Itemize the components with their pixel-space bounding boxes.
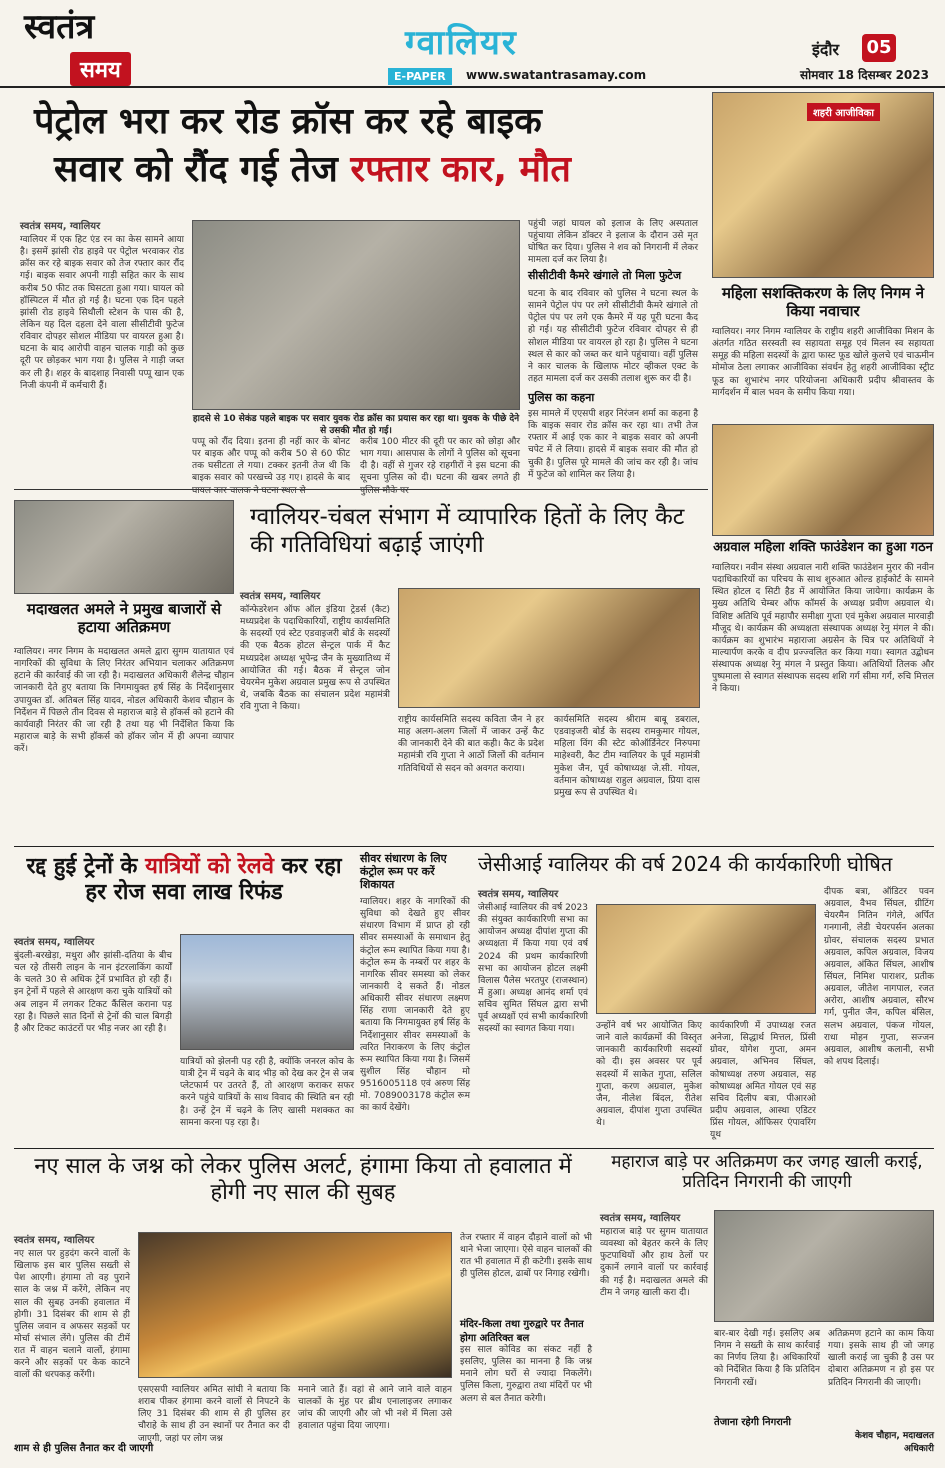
story6-headline: रद्द हुई ट्रेनों के यात्रियों को रेलवे कर रहा हर रोज सवा लाख रिफंड: [26, 854, 342, 906]
logo-top: स्वतंत्र: [24, 7, 95, 47]
story-maharaj-bada: [600, 1152, 934, 1458]
story9-headline: नए साल के जश्न को लेकर पुलिस अलर्ट, हंगामा किया तो हवालात में होगी नए साल की सुबह: [34, 1154, 572, 1206]
story-women-empowerment: [712, 92, 934, 422]
story10-text1: महाराज बाड़े पर सुगम यातायात व्यवस्था को बेहतर करने के लिए फुटपाथियों और हाथ ठेलों पर दुकानें लगाने वालों पर कार्रवाई की गई है। मदाखलत अमले की टीम ने जगह खाली करा दी।: [600, 1227, 708, 1298]
foundation-photo: [712, 424, 934, 536]
website-link[interactable]: www.swatantrasamay.com: [466, 68, 647, 82]
story8-byline: स्वतंत्र समय, ग्वालियर: [478, 889, 559, 900]
aerial-photo: [714, 1210, 934, 1322]
story8-headline: जेसीआई ग्वालियर की वर्ष 2024 की कार्यकारिणी घोषित: [478, 852, 893, 876]
story5-text: ग्वालियर। नवीन संस्था अग्रवाल नारी शक्ति फाउंडेशन मुरार की नवीन पदाधिकारियों का परिचय के साथ शुरुआत ओल्ड हाईकोर्ट के सामने स्थित होटल द सिटी हैड में आयोजित किया जायेगा। कार्यक्रम के मुख्य अतिथि चेम्बर ऑफ कॉमर्स के अध्यक्ष प्रवीण अग्रवाल थे। विशिष्ट अतिथि पूर्व महापौर समीक्षा गुप्ता एवं मुकेश अग्रवाल मारवाड़ी मौजूद थे। कार्यक्रम की अध्यक्षता संस्थापक अध्यक्ष रेनु मंगल ने की। कार्यक्रम का शुभारंभ महाराजा अग्रसेन के चित्र पर अतिथियों ने माल्यार्पण करके व दीप प्रज्ज्वलित कर किया गया। स्वागत उद्बोधन संस्थापक अध्यक्ष रेनु मंगल ने प्रस्तुत किया। अतिथियों तिलक और पुष्पमाला से स्वागत संस्थापक सदस्य शशि गर्ग सीमा गर्ग, रुचि मित्तल ने किया।: [712, 563, 934, 695]
story8-text4: दीपक बत्रा, ऑडिटर पवन अग्रवाल, वैभव सिंघल, ग्रीटिंग चेयरमैन नितिन गंगेले, अर्पित गनगानी, लेडी चेयरपर्सन अलका ग्रोवर, संचालक सदस्य प्रभात अग्रवाल, कपिल अग्रवाल, विजय अग्रवाल, अंकित सिंघल, आशीष सिंघल, निमिश पाराशर, प्रतीक अग्रवाल, जीतेश नागपाल, रजत अरोरा, आशीष अग्रवाल, सौरभ गर्ग, पुनीत जैन, कपिल बंसिल, सलभ अग्रवाल, पंकज गोयल, राधा मोहन गुप्ता, सज्जन अग्रवाल, आशीष कलानी, सभी को शपथ दिलाई।: [824, 887, 934, 1067]
story6-text2: यात्रियों को झेलनी पड़ रही है, क्योंकि जनरल कोच के यात्री ट्रेन में चढ़ने के बाद भीड़ को देख कर ट्रेन से जब प्लेटफार्म पर उतरते हैं, तो आरक्षण कराकर सफर करने पहुंचे यात्रियों के साथ विवाद की स्थिति बन रही है। उन्हें ट्रेन में चढ़ने के लिए खासी मशक्कत का सामना करना पड़ रहा है।: [180, 1057, 354, 1128]
story1-text6: इस मामले में एएसपी शहर निरंजन शर्मा का कहना है कि बाइक सवार रोड क्रॉस कर रहा था। तभी तेज रफ्तार में आई एक कार ने बाइक सवार को अपनी चपेट में ले लिया। हादसे में बाइक सवार की मौत हो चुकी है। पुलिस पूरे मामले की जांच कर रही है। जांच में फुटेज को शामिल कर लिया है।: [528, 409, 698, 480]
story-railway-refund: [14, 852, 354, 1144]
story5-headline: अग्रवाल महिला शक्ति फाउंडेशन का हुआ गठन: [713, 540, 933, 555]
story-hit-and-run: [14, 92, 708, 496]
cait-meeting-photo: [398, 588, 700, 708]
story-new-year-police: [14, 1152, 592, 1458]
story1-text1: ग्वालियर में एक हिट एंड रन का केस सामने आया है। इसमें झांसी रोड हाइवे पर पेट्रोल भरवाकर रोड क्रॉस कर रहे बाइक सवार को तेज रफ्तार कार रौंद गई। बाइक सवार अपनी गाड़ी सहित कार के साथ करीब 50 फीट तक घिसटता हुआ गया। घायल को हॉस्पिटल में मौत हो गई है। घटना एक दिन पहले झांसी रोड हाइवे सिथौली स्टेशन के पास की है, लेकिन यह दिल दहला देने वाला सीसीटीवी फुटेज रविवार दोपहर सोशल मीडिया पर वायरल हुआ है। घटना के बाद आरोपी वाहन चालक गाड़ी को कुछ दूरी पर छोड़कर भाग गया है। पुलिस ने गाड़ी जब्त कर ली है। शहर के बादशाह निवासी पप्पू खान एक निजी कंपनी में कर्मचारी हैं।: [20, 235, 184, 391]
story1-subhead-police: पुलिस का कहना: [528, 391, 595, 404]
story9-text5: इस साल कोविड का संकट नहीं है इसलिए, पुलिस का मानना है कि जश्न मनाने लोग घरों से ज्यादा निकलेंगे। पुलिस किला, गुरुद्वारा तथा मंदिरों पर भी अलग से बल तैनात करेगी।: [460, 1345, 592, 1404]
story1-headline-line2: सवार को रौंद गई तेज रफ्तार कार, मौत: [54, 149, 571, 190]
encroachment-photo: [14, 500, 234, 594]
story1-subhead-cctv: सीसीटीवी कैमरे खंगाले तो मिला फुटेज: [528, 269, 682, 282]
story9-subhead2: मंदिर-किला तथा गुरुद्वारे पर तैनात होगा अतिरिक्त बल: [460, 1319, 584, 1344]
story8-text1: जेसीआई ग्वालियर की वर्ष 2023 की संयुक्त कार्यकारिणी सभा का आयोजन अध्यक्ष दीपांश गुप्ता की अध्यक्षता में किया गया एवं वर्ष 2024 की प्रथम कार्यकारिणी सभा का आयोजन होटल लक्ष्मी विलास पैलेस भरतपुर (राजस्थान) में हुआ। अध्यक्ष आनंद शर्मा एवं सचिव सुमित सिंघल द्वारा सभी पूर्व अध्यक्षों एवं सभी कार्यकारिणी सदस्यों का स्वागत किया गया।: [478, 903, 588, 1035]
stall-photo: [712, 92, 934, 278]
story10-text3: अतिक्रमण हटाने का काम किया गया। इसके साथ ही जो जगह खाली कराई जा चुकी है उस पर दोबारा अतिक्रमण न हो इस पर प्रतिदिन निगरानी की जाएगी।: [828, 1329, 934, 1388]
epaper-badge: E-PAPER: [388, 68, 452, 85]
story-jci: [478, 852, 934, 1144]
celebration-photo: [138, 1232, 452, 1378]
issue-date: सोमवार 18 दिसम्बर 2023: [800, 68, 929, 82]
story8-text3: कार्यकारिणी में उपाध्यक्ष रजत अनेजा, सिद्धार्थ मित्तल, प्रिंसी ग्रोवर, योगेश गुप्ता, अमन अग्रवाल, अभिनव सिंघल, कोषाध्यक्ष तरुण अग्रवाल, सह कोषाध्यक्ष अमित गोयल एवं सह सचिव दिलीप बत्रा, पीआरओ प्रदीप अग्रवाल, आस्था एडिटर प्रिंस गोयल, ऑफिसर एंपावरिंग यूथ: [710, 1021, 816, 1141]
story8-text2: उन्होंने वर्ष भर आयोजित किए जाने वाले कार्यक्रमों की विस्तृत जानकारी कार्यकारिणी सदस्यों को दी। इस अवसर पर पूर्व सदस्यों में साकेत गुप्ता, सलिल गुप्ता, करण अग्रवाल, मुकेश जैन, नीलेश बिंदल, रीतेश अग्रवाल, दीपांश गुप्ता उपस्थित थे।: [596, 1021, 702, 1129]
page-number: 05: [862, 34, 896, 62]
story2-text: ग्वालियर। नगर निगम ग्वालियर के राष्ट्रीय शहरी आजीविका मिशन के अंतर्गत गठित सरस्वती स्व सहायता समूह एवं मिलन स्व सहायता समूह की महिला सदस्यों के द्वारा फास्ट फूड खोले कुलचे एवं चाऊमीन मोमोज ठेला लगाकर आजीविका संवर्धन हेतु शहरी आजीविका स्ट्रीट फूड का शुभारंभ नगर परियोजना अधिकारी प्रदीप श्रीवास्तव के मार्गदर्शन में बाल भवन के समीप किया गया।: [712, 327, 934, 398]
story1-photo-caption: हादसे से 10 सेकंड पहले बाइक पर सवार युवक रोड क्रॉस का प्रयास कर रहा था। युवक के पीछे देने से उसकी मौत हो गई।: [192, 414, 520, 436]
story9-text3: मनाने जाते हैं। वहां से आने जाने वाले वाहन चालकों के मुंह पर ब्रीथ एनालाइजर लगाकर जांच की जाएगी और जो भी नशे में मिला उसे हवालात पहुंचा दिया जाएगा।: [298, 1385, 452, 1432]
story1-text5: घटना के बाद रविवार को पुलिस ने घटना स्थल के सामने पेट्रोल पंप पर लगे सीसीटीवी कैमरे खंगाले तो पेट्रोल पंप पर लगे एक कैमरे में यह पूरी घटना कैद हो गई। यह सीसीटीवी फुटेज रविवार दोपहर से ही सोशल मीडिया पर वायरल हो रहा है। पुलिस ने घटना स्थल से कार को जब्त कर थाने पहुंचाया। वहीं पुलिस ने कार चालक के खिलाफ मोटर व्हीकल एक्ट के तहत मामला दर्ज कर उसकी तलाश शुरू कर दी है।: [528, 289, 698, 384]
story-agarwal-foundation: [712, 540, 934, 842]
divider-2: [14, 1148, 934, 1149]
story1-text4: पहुंची जहां घायल को इलाज के लिए अस्पताल पहुंचाया लेकिन डॉक्टर ने इलाज के दौरान उसे मृत घोषित कर दिया। पुलिस ने शव को निगरानी में लेकर मामला दर्ज कर लिया है।: [528, 219, 698, 266]
divider-1: [14, 846, 934, 847]
story4-text3: कार्यसमिति सदस्य श्रीराम बाबू डबराल, एडवाइजरी बोर्ड के सदस्य रामकुमार गोयल, महिला विंग की स्टेट कोऑर्डिनेटर निरुपमा माहेश्वरी, कैट टीम ग्वालियर के पूर्व महामंत्री मुकेश जैन, पूर्व कोषाध्यक्ष जे.सी. गोयल, वर्तमान कोषाध्यक्ष राहुल अग्रवाल, प्रिया दास प्रमुख रूप से उपस्थित थे।: [554, 715, 700, 798]
edition-name: इंदौर: [812, 40, 840, 59]
story1-headline-line1: पेट्रोल भरा कर रोड क्रॉस कर रहे बाइक: [34, 101, 542, 142]
stall-banner: शहरी आजीविका: [807, 103, 880, 121]
story3-headline: मदाखलत अमले ने प्रमुख बाजारों से हटाया अतिक्रमण: [26, 600, 222, 636]
story7-headline: सीवर संधारण के लिए कंट्रोल रूम पर करें शिकायत: [360, 852, 447, 892]
city-title: ग्वालियर: [405, 23, 518, 63]
story1-text2: पप्पू को रौंद दिया। इतना ही नहीं कार के बोनट पर बाइक और पप्पू को करीब 50 से 60 फीट तक घसीटता ले गया। टक्कर इतनी तेज थी कि बाइक सवार को परखच्चे उड़ गए। हादसे के बाद घायल कार चालक ने घटना स्थल से: [192, 437, 350, 496]
story1-text3: करीब 100 मीटर की दूरी पर कार को छोड़ा और भाग गया। आसपास के लोगों ने पुलिस को सूचना दी है। वहीं से गुजर रहे राहगीरों ने इस घटना की सूचना पुलिस को दी। घटना की खबर लगते ही पुलिस मौके पर: [360, 437, 520, 496]
story10-signature: केशव चौहान, मदाखलत अधिकारी: [855, 1431, 934, 1454]
story9-subhead: शाम से ही पुलिस तैनात कर दी जाएगी: [14, 1443, 154, 1454]
story9-text1: नए साल पर हुड़दंग करने वालों के खिलाफ इस बार पुलिस सख्ती से पेश आएगी। हंगामा तो वह पुराने साल के जश्न में करेंगे, लेकिन नए साल की सुबह उनकी हवालात में होगी। 31 दिसंबर की शाम से ही पुलिस जवान व अफसर सड़कों पर मोर्चा संभाल लेंगे। पुलिस की टीमें रात में वाहन चलाने वालों, हंगामा करने और सड़कों पर केक काटने वालों की धरपकड़ करेंगी।: [14, 1249, 130, 1381]
story-cait: [240, 500, 706, 842]
story10-text2: बार-बार देखी गई। इसलिए अब निगम ने सख्ती के साथ कार्रवाई का निर्णय लिया है। अधिकारियों को निर्देशित किया है कि प्रतिदिन निगरानी रखें।: [714, 1329, 820, 1388]
story4-headline: ग्वालियर-चंबल संभाग में व्यापारिक हितों के लिए कैट की गतिविधियां बढ़ाई जाएंगी: [250, 504, 685, 558]
logo-bottom: समय: [70, 52, 131, 86]
masthead: [0, 0, 945, 88]
cctv-photo: [192, 220, 520, 410]
story6-text1: बुंदली-बरखेड़ा, मथुरा और झांसी-दतिया के बीच चल रहे तीसरी लाइन के नान इंटरलाकिंग कार्यों के चलते 30 से अधिक ट्रेनें प्रभावित हो रही हैं। इन ट्रेनों में पहले से आरक्षण करा चुके यात्रियों को अब लाइन में लगकर टिकट कैंसिल कराना पड़ रहा है। पिछले सात दिनों से ट्रेनों की चाल बिगड़ी है और टिकट काउंटरों पर भीड़ नजर आ रही है।: [14, 951, 172, 1034]
story4-text1: कॉन्फेडरेशन ऑफ ऑल इंडिया ट्रेडर्स (कैट) मध्यप्रदेश के पदाधिकारियों, राष्ट्रीय कार्यसमिति के सदस्यों एवं स्टेट एडवाइजरी बोर्ड के सदस्यों की एक बैठक होटल सेन्ट्रल पार्क में कैट मध्यप्रदेश अध्यक्ष भूपेन्द्र जैन के मुख्यातिथ्य में आयोजित की गई। बैठक में सेन्ट्रल जोन चेयरमेन मुकेश अग्रवाल प्रमुख रूप से उपस्थित थे, जबकि बैठक का संचालन प्रदेश महामंत्री रवि गुप्ता ने किया।: [240, 605, 390, 713]
story7-text: ग्वालियर। शहर के नागरिकों की सुविधा को देखते हुए सीवर संधारण विभाग में प्राप्त हो रही सीवर समस्याओं के समाधान हेतु कंट्रोल रूम स्थापित किया गया है। कंट्रोल रूम के नम्बरों पर शहर के नागरिक सीवर समस्या को लेकर जानकारी दे सकते हैं। नोडल अधिकारी सीवर संधारण लक्ष्मण सिंह राणा जानकारी देते हुए बताया कि निगमायुक्त हर्ष सिंह के निर्देशानुसार सीवर समस्याओं के त्वरित निराकरण के लिए कंट्रोल रूम स्थापित किया गया है। जिसमें सुशील सिंह चौहान मो 9516005118 एवं अरुण सिंह मो. 7089003178 कंट्रोल रूम का कार्य देखेंगे।: [360, 897, 470, 1114]
story-encroachment-markets: [14, 500, 234, 842]
story10-byline: स्वतंत्र समय, ग्वालियर: [600, 1213, 681, 1224]
jci-group-photo: [596, 904, 816, 1014]
story10-headline: महाराज बाड़े पर अतिक्रमण कर जगह खाली कराई, प्रतिदिन निगरानी की जाएगी: [611, 1152, 923, 1193]
train-photo: [180, 934, 354, 1050]
story9-text2: एसएसपी ग्वालियर अमित सांघी ने बताया कि शराब पीकर हंगामा करने वालों से निपटने के लिए 31 दिसंबर की शाम से ही पुलिस हर चौराहे के साथ ही उन स्थानों पर तैनात कर दी जाएगी, जहां पर लोग जश्न: [138, 1385, 290, 1444]
story9-text4: तेज रफ्तार में वाहन दौड़ाने वालों को भी थाने भेजा जाएगा। ऐसे वाहन चालकों की रात भी हवालात में ही कटेगी। इसके साथ ही पुलिस होटल, ढाबों पर निगाह रखेगी।: [460, 1233, 592, 1280]
story1-byline: स्वतंत्र समय, ग्वालियर: [20, 221, 101, 232]
story-sewer-control-room: [360, 852, 470, 1144]
story4-byline: स्वतंत्र समय, ग्वालियर: [240, 591, 321, 602]
story2-headline: महिला सशक्तिकरण के लिए निगम ने किया नवाचार: [721, 284, 925, 320]
story10-subhead: तेजाना रहेगी निगरानी: [714, 1417, 792, 1428]
story9-byline: स्वतंत्र समय, ग्वालियर: [14, 1235, 95, 1246]
story3-text: ग्वालियर। नगर निगम के मदाखलत अमले द्वारा सुगम यातायात एवं नागरिकों की सुविधा के लिए निरंतर अभियान चलाकर अतिक्रमण हटाने की कार्रवाई की जा रही है। मदाखलत अधिकारी शैलेन्द्र चौहान जानकारी देते हुए बताया कि निगमायुक्त हर्ष सिंह के निर्देशानुसार उपायुक्त डॉ. अतिबल सिंह यादव, नोडल अधिकारी केशव चौहान के निर्देशन में पिछले तीन दिवस से महाराज बाड़े से हॉकर्स को हटाने की कार्यवाही निरंतर की जा रही है तथा यह भी निर्देशित किया कि महाराज बाड़े के सभी हॉकर्स को हॉकर जोन में ही अपना व्यापार करें।: [14, 647, 234, 755]
story4-text2: राष्ट्रीय कार्यसमिति सदस्य कविता जैन ने हर माह अलग-अलग जिलों में जाकर उन्हें कैट की जानकारी देने की बात कही। कैट के प्रदेश महामंत्री रवि गुप्ता ने आठों जिलों की वर्तमान गतिविधियों से सदन को अवगत कराया।: [398, 715, 544, 774]
story6-byline: स्वतंत्र समय, ग्वालियर: [14, 937, 95, 948]
